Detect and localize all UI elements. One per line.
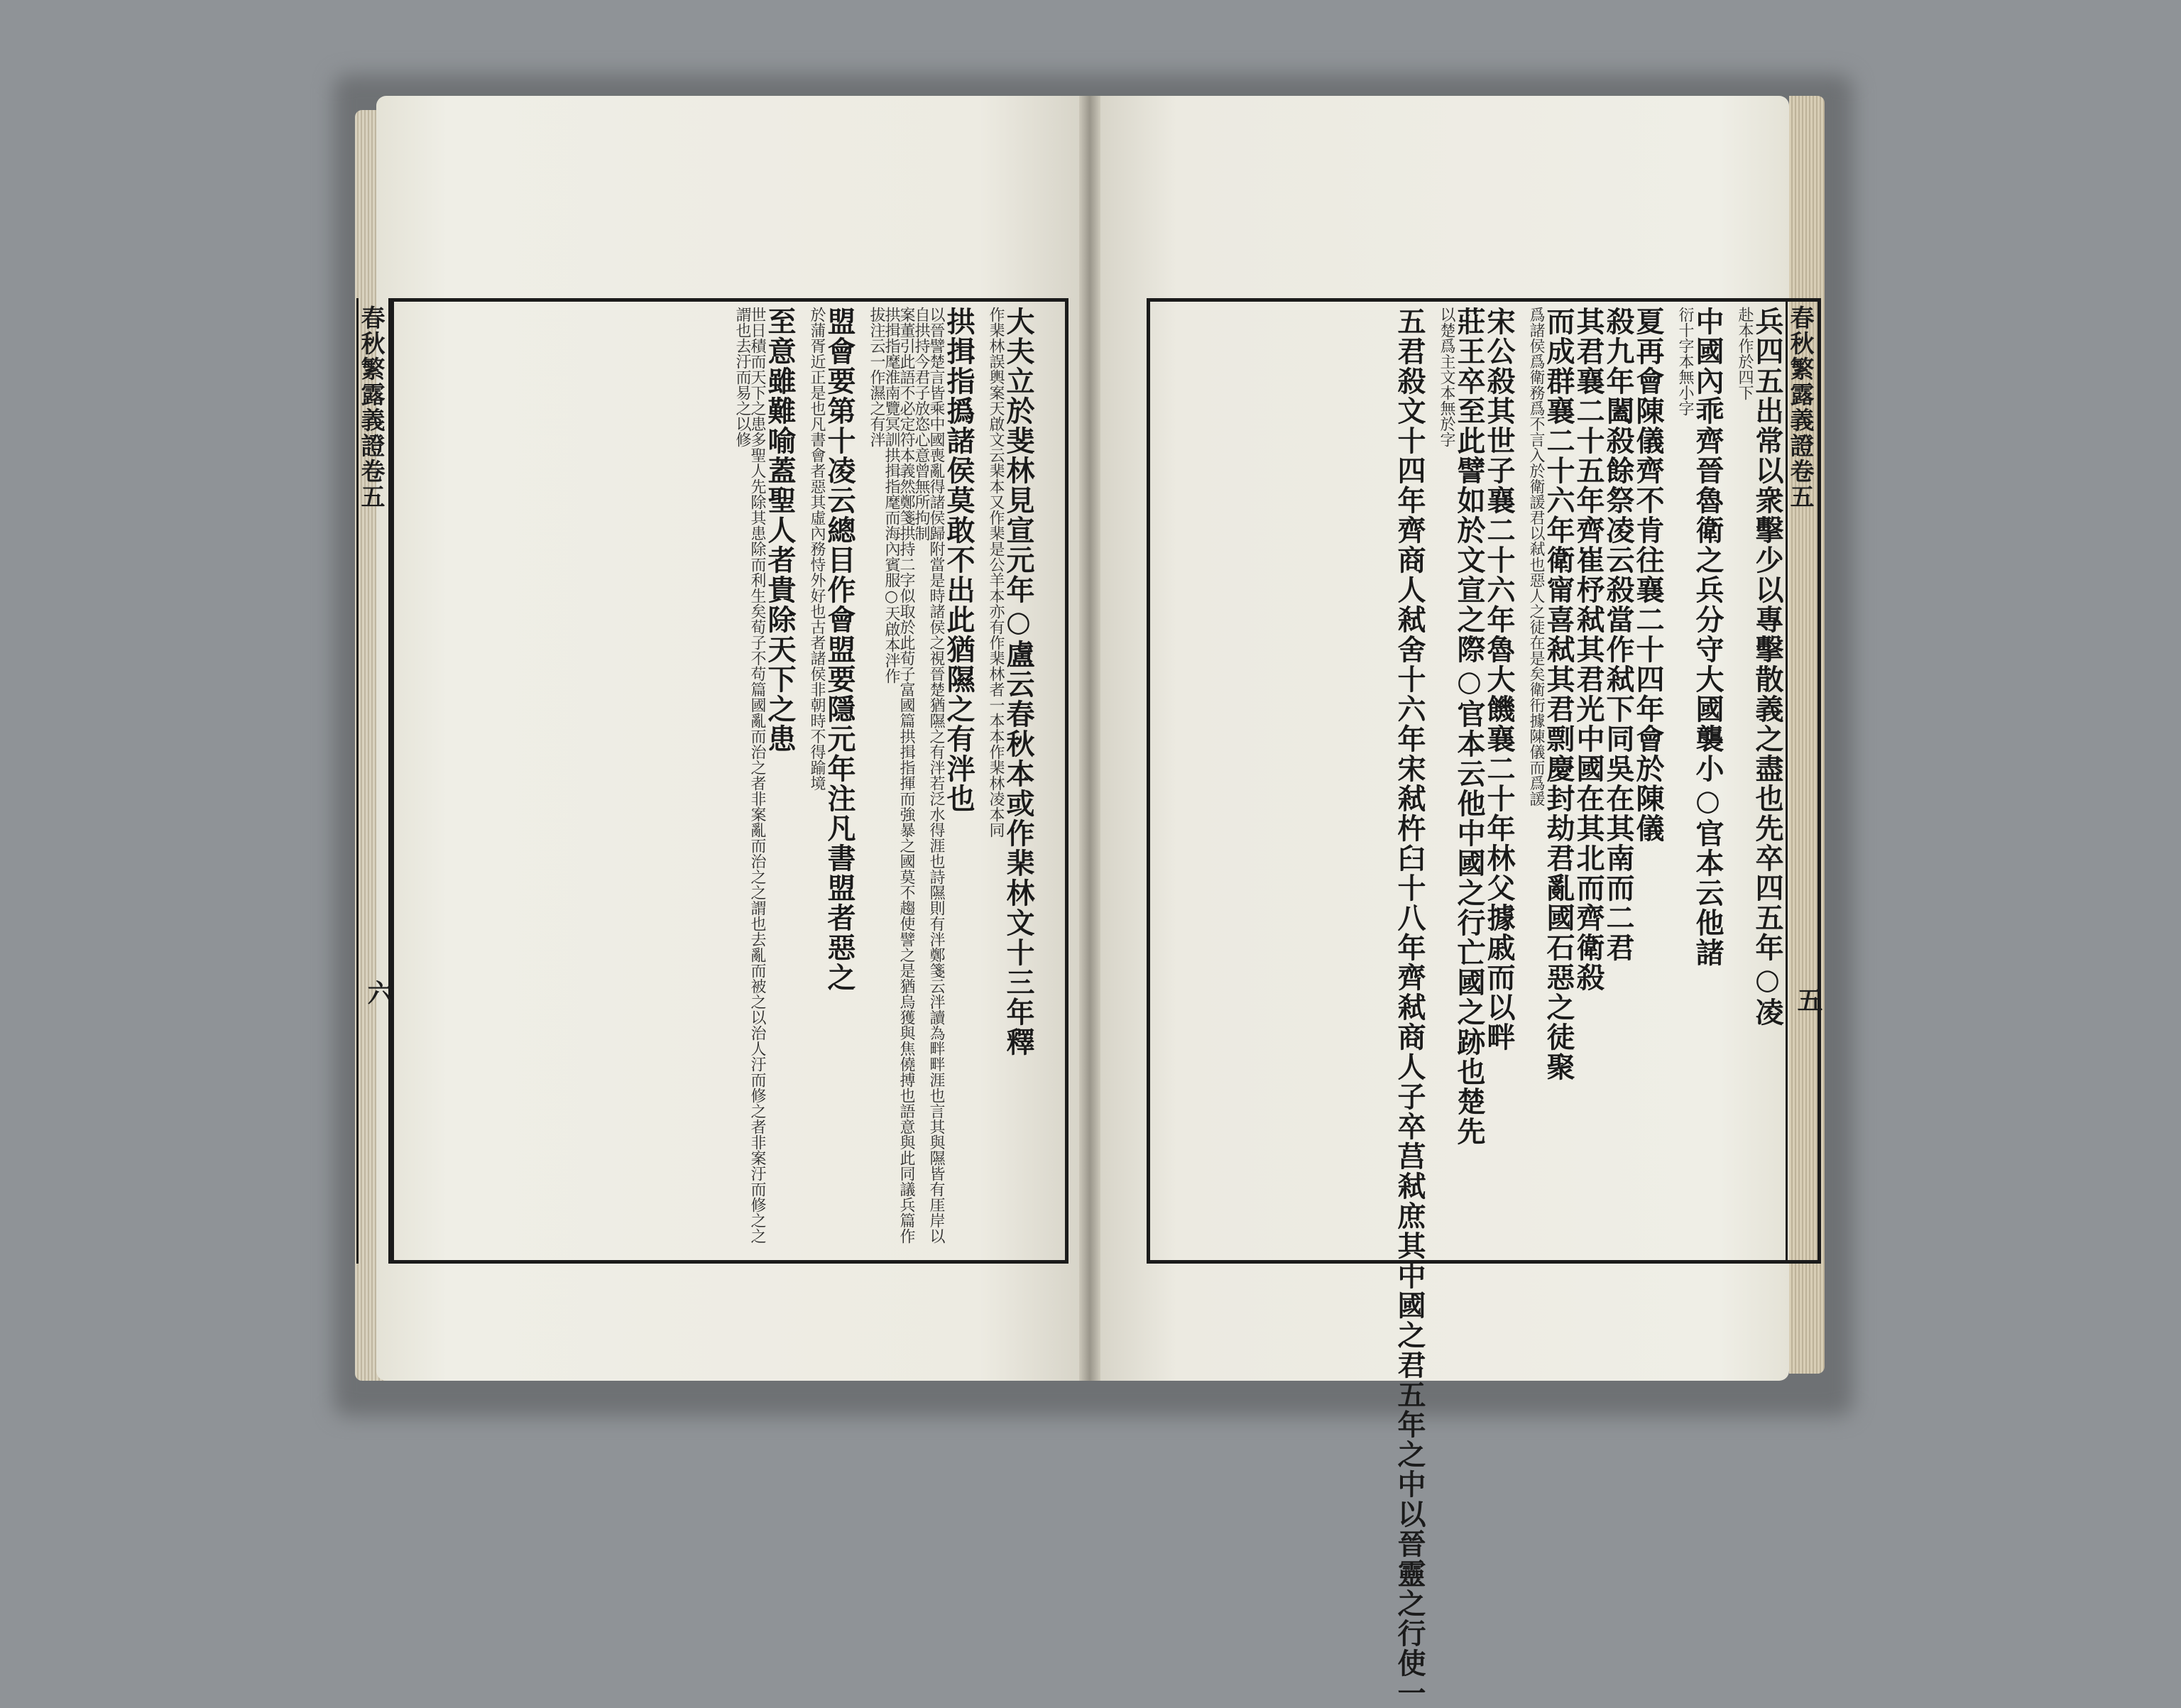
text-column: 拱揖指撝諸侯莫敢不出此猶隰之有泮也 <box>942 307 975 814</box>
text-column: 中國內乖齊晉魯衛之兵分守大國襲小○官本云他諸 <box>1691 307 1724 968</box>
text-column: 夏再會陳儀齊不肯往襄二十四年會於陳儀 <box>1631 307 1665 843</box>
left-banxin-title: 春秋繁露義證卷五 <box>356 298 390 1264</box>
right-page-number: 五 <box>1793 987 1823 1012</box>
text-column: 至意雖難喻蓋聖人者貴除天下之患 <box>763 307 797 754</box>
text-column: 於蒲胥近正是也凡書會者惡其虛內務恃外好也古者諸侯非朝時不得踰境 <box>808 307 826 791</box>
text-column: 以楚爲主文本無於字 <box>1438 307 1455 447</box>
text-column: 赴本作於四下 <box>1736 307 1754 400</box>
left-page-text <box>398 307 1033 1254</box>
text-column: 衍十字本無小字 <box>1676 307 1694 416</box>
text-column: 盟會要第十凌云總目作會盟要隱元年注凡書盟者惡之 <box>823 307 856 992</box>
text-column: 而成群襄二十六年衛甯喜弒其君剽慶封劫君亂國石惡之徒聚 <box>1542 307 1575 1082</box>
book-gutter <box>1079 96 1100 1381</box>
text-column: 爲諸侯爲衛務爲不言入於衛諼君以弒也惡人之徒在是矣衛衎據陳儀而爲諼 <box>1527 307 1545 806</box>
right-banxin-title: 春秋繁露義證卷五 <box>1786 298 1820 1264</box>
text-column: 以晉譬楚言皆乘中國喪亂得諸侯歸附當是時諸侯之視晉楚猶隰之有泮若泛水得涯也詩隰則有泮鄭箋云泮讀為畔畔涯也言其與隰皆有厓岸以自拱持今君子放恣心意曾無所拘制 <box>912 307 945 1244</box>
text-column: 五君殺文十四年齊商人弒舍十六年宋弒杵臼十八年齊弒商人子卒莒弒庶其中國之君五年之中以晉靈之行使一 <box>1393 307 1426 1708</box>
text-column: 作棐林誤輿案天啟文云棐本又作棐是公羊本亦有作棐林者一本本作棐林凌本同 <box>987 307 1005 838</box>
right-page-text <box>1154 307 1784 1708</box>
text-column: 宋公殺其世子襄二十六年魯大饑襄二十年林父據戚而以畔 <box>1482 307 1516 1052</box>
text-column: 拔注云一作濕之有泮 <box>868 307 885 447</box>
text-column: 莊王卒至此譬如於文宣之際○官本云他中國之行亡國之跡也楚先 <box>1453 307 1486 1146</box>
text-column: 案董引此語不必定符本義然鄭箋拱持二字似取於此荀子富國篇拱揖指揮而強暴之國莫不趨使譬之是猶烏獲與焦僥搏也語意與此同議兵篇作拱揖指麾淮南覽冥訓拱揖指麾而海內賓服○天啟本泮作 <box>882 307 915 1244</box>
text-column: 殺九年闔殺餘祭凌云殺當作弒下同吳在其南而二君 <box>1602 307 1635 963</box>
text-column: 兵四五出常以衆擊少以專擊散義之盡也先卒四五年○凌 <box>1751 307 1784 1027</box>
text-column: 世日積而天下之患多聖人先除其患除而利生矣荀子不苟篇國亂而治之者非案亂而治之之謂也去亂而被之以治人汙而修之者非案汙而修之之謂也去汙而易之以修 <box>733 307 766 1244</box>
text-column: 其君襄二十五年齊崔杼弒其君光中國在其北而齊衛殺 <box>1572 307 1605 992</box>
left-page-number: 六 <box>364 980 393 1005</box>
text-column: 大夫立於斐林見宣元年○盧云春秋本或作棐林文十三年釋 <box>1002 307 1035 1057</box>
